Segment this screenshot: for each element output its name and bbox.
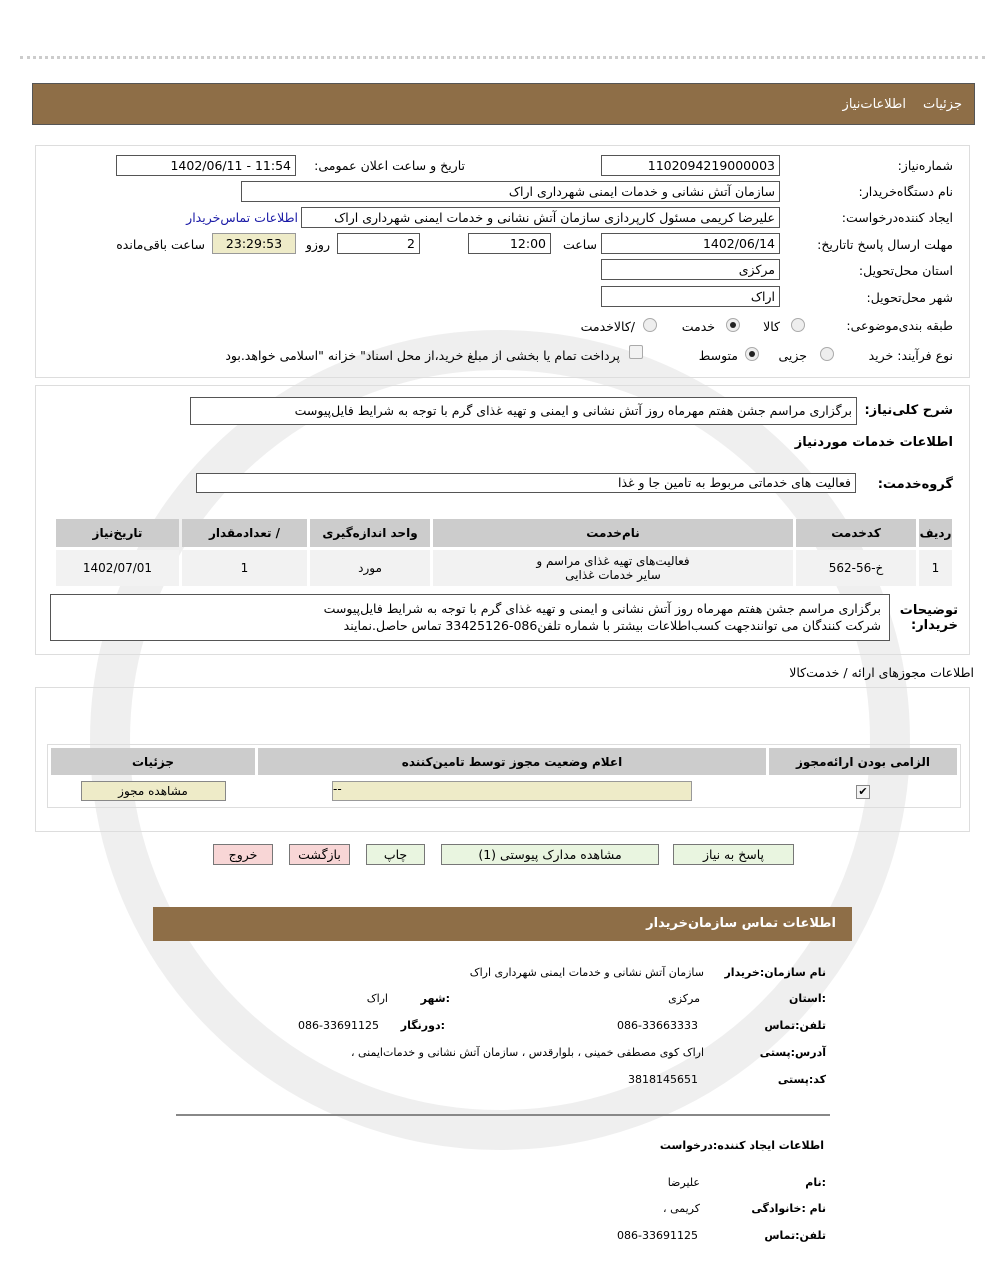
services-table (53, 516, 955, 589)
family-value: کریمی ، (663, 1202, 700, 1215)
category-goods-radio[interactable] (791, 318, 805, 332)
fax-label: :دورنگار (400, 1019, 445, 1032)
col-required: الزامی بودن ارائه‌مجوز (796, 754, 930, 769)
buyer-notes-label: توضیحات خریدار: (899, 603, 958, 633)
deadline-label: مهلت ارسال پاسخ تا‌تاریخ: (817, 237, 953, 252)
phone-label: تلفن:تماس (764, 1019, 826, 1032)
group-label: گروه‌خدمت: (877, 477, 953, 492)
process-medium-label: متوسط (698, 348, 738, 363)
creator-info-title: اطلاعات ایجاد کننده:درخواست (659, 1139, 824, 1152)
category-service-label: خدمت (681, 319, 715, 334)
postal-label: کد:پستی (777, 1073, 826, 1086)
creator-field: علیرضا کریمی مسئول کارپردازی سازمان آتش نشانی و خدمات ایمنی شهرداری اراک (301, 207, 780, 228)
treasury-note: پرداخت تمام یا بخشی از مبلغ خرید،از محل اسناد" خزانه "اسلامی خواهد.بود (225, 348, 620, 363)
announce-label: تاریخ و ساعت اعلان عمومی: (314, 158, 465, 173)
name-value: علیرضا (667, 1176, 700, 1189)
col-name: نام‌خدمت (586, 526, 640, 540)
fax-value: 086-33691125 (298, 1019, 379, 1032)
city-field: اراک (601, 286, 780, 307)
category-service-radio[interactable] (726, 318, 740, 332)
announce-field: 1402/06/11 - 11:54 (116, 155, 296, 176)
summary-field: برگزاری مراسم جشن هفتم مهرماه روز آتش نشانی و ایمنی و تهیه غذای گرم با توجه به شرایط فایل‌پیوست (190, 397, 857, 425)
col-code: کدخدمت (831, 526, 881, 540)
need-date: 1402/07/01 (82, 561, 153, 575)
need-info-panel (35, 145, 970, 378)
need-number-label: شماره‌نیاز: (897, 158, 953, 173)
category-both-radio[interactable] (643, 318, 657, 332)
table-row (51, 778, 957, 804)
need-number-field: 1102094219000003 (601, 155, 780, 176)
buyer-field: سازمان آتش نشانی و خدمات ایمنی شهرداری اراک (241, 181, 780, 202)
org-label: نام سازمان:خریدار (724, 966, 826, 979)
contact-province: مرکزی (668, 992, 700, 1005)
header-bar (32, 83, 975, 125)
view-documents-button[interactable]: مشاهده مدارک پیوستی (1) (441, 844, 659, 865)
process-minor-label: جزیی (778, 348, 807, 363)
address-label: آدرس:پستی (759, 1046, 826, 1059)
summary-label: شرح کلی‌نیاز: (864, 403, 953, 418)
contact-city: اراک (366, 992, 388, 1005)
tab-details[interactable]: جزئیات (923, 97, 962, 112)
city-label: شهر محل‌تحویل: (866, 290, 953, 305)
col-unit: واحد اندازه‌گیری (322, 526, 418, 540)
process-minor-radio[interactable] (820, 347, 834, 361)
buyer-notes-field (50, 594, 890, 641)
remaining-timer: 23:29:53 (212, 233, 296, 254)
process-label: نوع فرآیند: خرید (868, 348, 953, 363)
deadline-time-field: 12:00 (468, 233, 551, 254)
treasury-checkbox[interactable] (629, 345, 643, 359)
contact-city-label: :شهر (420, 992, 450, 1005)
buyer-notes-line1: برگزاری مراسم جشن هفتم مهرماه روز آتش نشانی و ایمنی و تهیه غذای گرم با توجه به شرایط فایل‌پیوست (323, 601, 881, 616)
contact-title: اطلاعات تماس سازمان‌خریدار (646, 916, 836, 931)
contact-divider (176, 1114, 830, 1116)
postal-value: 3818145651 (628, 1073, 698, 1086)
services-heading: اطلاعات خدمات موردنیاز (794, 435, 953, 450)
remaining-label: ساعت باقی‌مانده (116, 237, 205, 252)
row-number: 1 (931, 561, 940, 575)
view-permit-button[interactable]: مشاهده مجوز (81, 781, 226, 801)
back-button[interactable]: بازگشت (289, 844, 350, 865)
tab-need-info[interactable]: اطلاعات‌نیاز (842, 97, 906, 112)
org-value: سازمان آتش نشانی و خدمات ایمنی شهرداری اراک (469, 966, 704, 979)
col-status: اعلام وضعیت مجوز توسط تامین‌کننده (401, 754, 623, 769)
province-field: مرکزی (601, 259, 780, 280)
buyer-contact-link[interactable]: اطلاعات تماس‌خریدار (186, 210, 298, 225)
status-field: -- (332, 781, 692, 801)
service-code: خ-56-562 (828, 561, 884, 575)
contact-province-label: :استان (789, 992, 826, 1005)
creator-label: ایجاد کننده‌درخواست: (841, 210, 953, 225)
days-label: روزو (305, 237, 330, 252)
buyer-notes-line2: شرکت کنندگان می توانندجهت کسب‌اطلاعات بیشتر با شماره تلفن086-33425126 تماس حاصل.نمایند (343, 618, 881, 633)
province-label: استان محل‌تحویل: (858, 263, 953, 278)
col-date: تاریخ‌نیاز (92, 526, 143, 540)
process-medium-radio[interactable] (745, 347, 759, 361)
exit-button[interactable]: خروج (213, 844, 273, 865)
family-label: نام :خانوادگی (751, 1202, 826, 1215)
dotted-divider (20, 56, 985, 59)
time-label: ساعت (562, 237, 597, 252)
deadline-date-field: 1402/06/14 (601, 233, 780, 254)
col-details: جزئیات (131, 754, 175, 769)
buyer-label: نام دستگاه‌خریدار: (858, 184, 953, 199)
category-label: طبقه بندی‌موضوعی: (846, 318, 953, 333)
phone-value: 086-33663333 (617, 1019, 698, 1032)
quantity: 1 (240, 561, 249, 575)
status-cell (258, 778, 766, 804)
col-qty: / تعدادمقدار (208, 526, 281, 540)
print-button[interactable]: چاپ (366, 844, 425, 865)
details-cell (51, 778, 255, 804)
permits-title: اطلاعات مجوزهای ارائه / خدمت‌کالا (789, 665, 974, 680)
service-name: فعالیت‌های تهیه غذای مراسم و سایر خدمات غذایی (536, 554, 690, 582)
address-value: اراک کوی مصطفی خمینی ، بلوارقدس ، سازمان آتش نشانی و خدمات‌ایمنی ، (350, 1046, 704, 1059)
unit: مورد (358, 561, 382, 575)
contact-header (153, 907, 852, 941)
permits-table (47, 744, 961, 808)
table-row (56, 550, 952, 586)
reply-button[interactable]: پاسخ به نیاز (673, 844, 794, 865)
col-row: ردیف (919, 526, 952, 540)
category-both-label: /کالاخدمت (580, 319, 635, 334)
days-field: 2 (337, 233, 420, 254)
required-cell (769, 778, 957, 804)
name-label: :نام (805, 1176, 826, 1189)
creator-phone-value: 086-33691125 (617, 1229, 698, 1242)
category-goods-label: کالا (763, 319, 780, 334)
group-field: فعالیت های خدماتی مربوط به تامین جا و غذا (196, 473, 856, 493)
required-checkbox[interactable]: ✔ (856, 785, 870, 799)
creator-phone-label: تلفن:تماس (764, 1229, 826, 1242)
